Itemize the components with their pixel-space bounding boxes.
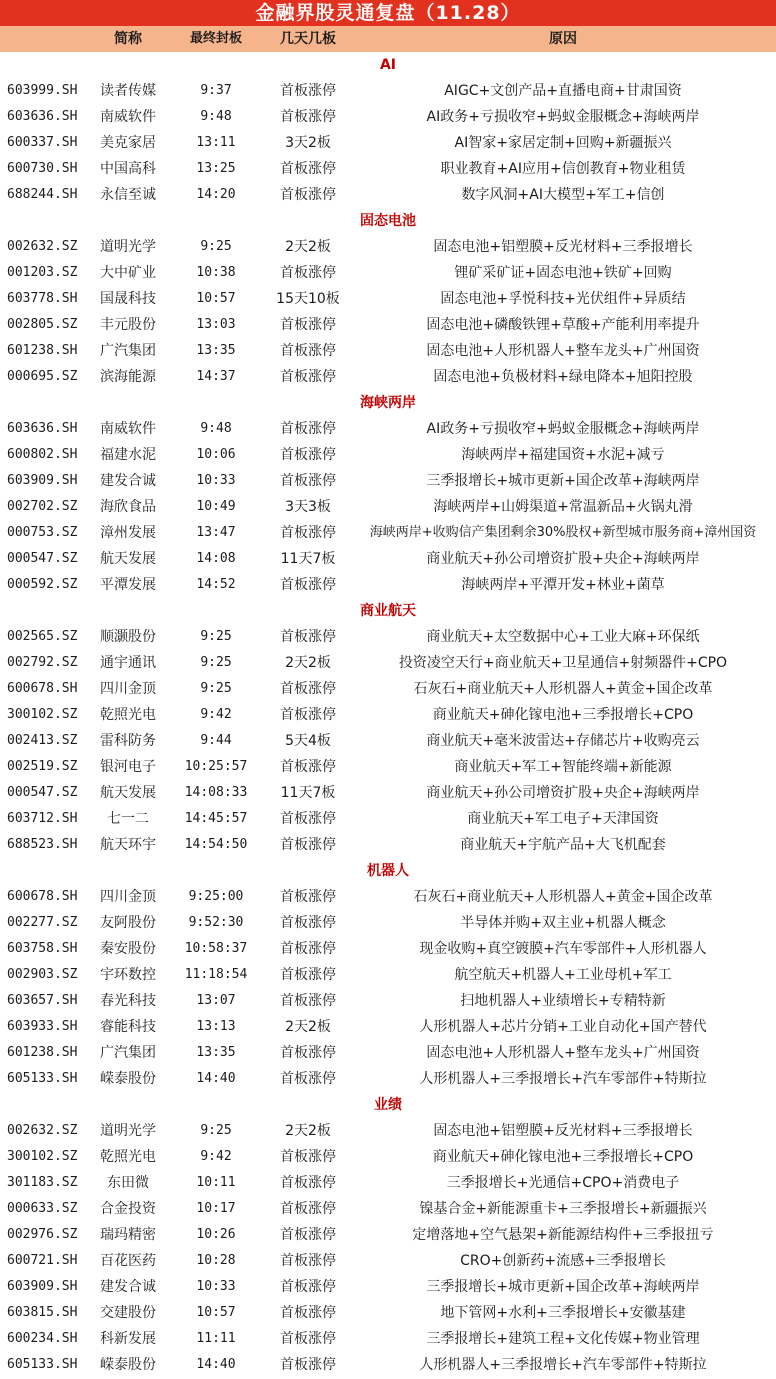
table-row — [0, 1326, 776, 1352]
cell-time: 9:25 — [200, 655, 232, 670]
cell-name: 嵘泰股份 — [100, 1357, 156, 1373]
cell-name: 雷科防务 — [100, 733, 156, 749]
cell-time: 11:18:54 — [184, 967, 248, 982]
cell-reason: 现金收购+真空镀膜+汽车零部件+人形机器人 — [419, 941, 707, 957]
cell-boards: 首板涨停 — [280, 1279, 336, 1295]
table-row — [0, 1170, 776, 1196]
cell-boards: 首板涨停 — [280, 1071, 336, 1087]
cell-time: 14:08:33 — [184, 785, 248, 800]
cell-boards: 首板涨停 — [280, 83, 336, 99]
table-row — [0, 156, 776, 182]
cell-name: 航天发展 — [100, 785, 156, 801]
cell-boards: 2天2板 — [285, 1123, 331, 1139]
cell-name: 航天发展 — [100, 551, 156, 567]
cell-reason: 海峡两岸+平潭开发+林业+菌草 — [461, 577, 665, 593]
cell-time: 9:42 — [200, 707, 232, 722]
cell-time: 10:57 — [196, 1305, 236, 1320]
cell-name: 建发合诚 — [100, 473, 156, 489]
cell-name: 国晟科技 — [100, 291, 156, 307]
cell-name: 南威软件 — [100, 421, 156, 437]
table-row — [0, 182, 776, 208]
cell-code: 002632.SZ — [7, 1123, 78, 1138]
cell-time: 13:13 — [196, 1019, 236, 1034]
cell-reason: 职业教育+AI应用+信创教育+物业租赁 — [440, 161, 686, 177]
table-row — [0, 78, 776, 104]
cell-time: 10:33 — [196, 1279, 236, 1294]
cell-name: 春光科技 — [100, 993, 156, 1009]
cell-name: 乾照光电 — [100, 1149, 156, 1165]
cell-code: 603778.SH — [7, 291, 78, 306]
cell-time: 10:57 — [196, 291, 236, 306]
cell-code: 600337.SH — [7, 135, 78, 150]
cell-boards: 首板涨停 — [280, 759, 336, 775]
cell-boards: 2天2板 — [285, 1019, 331, 1035]
cell-time: 14:08 — [196, 551, 236, 566]
table-row — [0, 754, 776, 780]
cell-reason: 人形机器人+芯片分销+工业自动化+国产替代 — [419, 1019, 707, 1035]
table-row — [0, 130, 776, 156]
cell-boards: 首板涨停 — [280, 1305, 336, 1321]
cell-code: 603909.SH — [7, 1279, 78, 1294]
table-row — [0, 416, 776, 442]
table-row — [0, 1274, 776, 1300]
cell-name: 南威软件 — [100, 109, 156, 125]
table-row — [0, 780, 776, 806]
cell-name: 科新发展 — [100, 1331, 156, 1347]
cell-boards: 首板涨停 — [280, 837, 336, 853]
cell-boards: 首板涨停 — [280, 317, 336, 333]
cell-time: 13:35 — [196, 343, 236, 358]
cell-name: 海欣食品 — [100, 499, 156, 515]
cell-name: 广汽集团 — [100, 343, 156, 359]
table-row — [0, 650, 776, 676]
cell-boards: 首板涨停 — [280, 811, 336, 827]
cell-reason: 海峡两岸+山姆渠道+常温新品+火锅丸滑 — [433, 499, 693, 515]
cell-boards: 15天10板 — [276, 291, 340, 307]
cell-time: 13:25 — [196, 161, 236, 176]
cell-time: 13:47 — [196, 525, 236, 540]
table-row — [0, 728, 776, 754]
section-label: AI — [379, 57, 397, 73]
cell-time: 10:38 — [196, 265, 236, 280]
table-row — [0, 572, 776, 598]
table-row — [0, 676, 776, 702]
cell-name: 滨海能源 — [100, 369, 156, 385]
cell-name: 百花医药 — [100, 1253, 156, 1269]
cell-code: 603999.SH — [7, 83, 78, 98]
cell-name: 嵘泰股份 — [100, 1071, 156, 1087]
cell-time: 9:48 — [200, 421, 232, 436]
table-body — [0, 52, 776, 1378]
cell-time: 13:03 — [196, 317, 236, 332]
cell-reason: 半导体并购+双主业+机器人概念 — [460, 915, 666, 931]
cell-reason: 固态电池+铝塑膜+反光材料+三季报增长 — [433, 1123, 693, 1139]
cell-code: 002565.SZ — [7, 629, 78, 644]
cell-code: 603758.SH — [7, 941, 78, 956]
cell-reason: 固态电池+人形机器人+整车龙头+广州国资 — [426, 343, 700, 359]
cell-reason: CRO+创新药+流感+三季报增长 — [460, 1253, 666, 1269]
cell-reason: 扫地机器人+业绩增长+专精特新 — [460, 993, 666, 1009]
cell-code: 603636.SH — [7, 421, 78, 436]
cell-reason: 石灰石+商业航天+人形机器人+黄金+国企改革 — [413, 681, 713, 697]
cell-boards: 首板涨停 — [280, 447, 336, 463]
cell-time: 9:25 — [200, 681, 232, 696]
cell-time: 10:06 — [196, 447, 236, 462]
cell-time: 14:40 — [196, 1071, 236, 1086]
header-boards: 几天几板 — [280, 31, 336, 47]
cell-time: 10:17 — [196, 1201, 236, 1216]
cell-boards: 首板涨停 — [280, 421, 336, 437]
cell-name: 睿能科技 — [100, 1019, 156, 1035]
cell-code: 603933.SH — [7, 1019, 78, 1034]
header-time: 最终封板 — [189, 31, 242, 46]
section-label: 海峡两岸 — [360, 395, 416, 411]
table-row — [0, 338, 776, 364]
cell-time: 14:40 — [196, 1357, 236, 1372]
cell-time: 10:28 — [196, 1253, 236, 1268]
cell-name: 大中矿业 — [100, 265, 156, 281]
cell-boards: 首板涨停 — [280, 629, 336, 645]
cell-reason: 商业航天+军工+智能终端+新能源 — [454, 759, 672, 775]
table-row — [0, 234, 776, 260]
cell-boards: 首板涨停 — [280, 577, 336, 593]
cell-reason: 锂矿采矿证+固态电池+铁矿+回购 — [454, 265, 672, 281]
cell-boards: 首板涨停 — [280, 681, 336, 697]
cell-code: 600730.SH — [7, 161, 78, 176]
section-label: 固态电池 — [360, 213, 416, 229]
cell-name: 漳州发展 — [100, 525, 156, 541]
section-label: 机器人 — [367, 863, 409, 879]
cell-code: 300102.SZ — [7, 1149, 78, 1164]
cell-code: 603815.SH — [7, 1305, 78, 1320]
cell-name: 广汽集团 — [100, 1045, 156, 1061]
cell-time: 9:44 — [200, 733, 232, 748]
cell-reason: 地下管网+水利+三季报增长+安徽基建 — [440, 1305, 686, 1321]
cell-name: 东田微 — [107, 1175, 149, 1191]
cell-code: 000592.SZ — [7, 577, 78, 592]
cell-time: 13:11 — [196, 135, 236, 150]
table-row — [0, 936, 776, 962]
table-row — [0, 1196, 776, 1222]
cell-name: 友阿股份 — [100, 915, 156, 931]
cell-boards: 首板涨停 — [280, 161, 336, 177]
cell-reason: AIGC+文创产品+直播电商+甘肃国资 — [444, 83, 682, 99]
cell-code: 002805.SZ — [7, 317, 78, 332]
cell-code: 601238.SH — [7, 343, 78, 358]
table-row — [0, 1352, 776, 1378]
cell-time: 10:49 — [196, 499, 236, 514]
cell-code: 301183.SZ — [7, 1175, 78, 1190]
cell-code: 002976.SZ — [7, 1227, 78, 1242]
cell-boards: 首板涨停 — [280, 915, 336, 931]
cell-time: 14:20 — [196, 187, 236, 202]
cell-time: 9:25 — [200, 239, 232, 254]
cell-boards: 3天2板 — [285, 135, 331, 151]
cell-reason: 商业航天+太空数据中心+工业大麻+环保纸 — [426, 629, 700, 645]
cell-name: 读者传媒 — [100, 83, 156, 99]
cell-time: 9:48 — [200, 109, 232, 124]
cell-reason: 三季报增长+城市更新+国企改革+海峡两岸 — [426, 473, 700, 489]
cell-time: 14:45:57 — [184, 811, 248, 826]
table-row — [0, 468, 776, 494]
cell-time: 13:35 — [196, 1045, 236, 1060]
cell-code: 603712.SH — [7, 811, 78, 826]
table-row — [0, 806, 776, 832]
cell-reason: 商业航天+孙公司增资扩股+央企+海峡两岸 — [426, 785, 700, 801]
cell-boards: 11天7板 — [280, 551, 336, 567]
cell-name: 丰元股份 — [100, 317, 156, 333]
cell-name: 秦安股份 — [100, 941, 156, 957]
cell-time: 9:25 — [200, 629, 232, 644]
table-row — [0, 910, 776, 936]
cell-time: 10:25:57 — [184, 759, 248, 774]
cell-code: 600234.SH — [7, 1331, 78, 1346]
cell-code: 603909.SH — [7, 473, 78, 488]
table-row — [0, 260, 776, 286]
cell-time: 9:25 — [200, 1123, 232, 1138]
cell-time: 10:58:37 — [184, 941, 248, 956]
table-row — [0, 962, 776, 988]
table-row — [0, 312, 776, 338]
cell-reason: AI智家+家居定制+回购+新疆振兴 — [454, 135, 672, 151]
section-label: 商业航天 — [360, 603, 416, 619]
cell-code: 002702.SZ — [7, 499, 78, 514]
cell-code: 000695.SZ — [7, 369, 78, 384]
cell-code: 600721.SH — [7, 1253, 78, 1268]
cell-time: 9:42 — [200, 1149, 232, 1164]
table-row — [0, 1300, 776, 1326]
table-row — [0, 104, 776, 130]
cell-name: 中国高科 — [100, 161, 156, 177]
cell-name: 航天环宇 — [100, 837, 156, 853]
cell-boards: 首板涨停 — [280, 1357, 336, 1373]
cell-code: 002413.SZ — [7, 733, 78, 748]
table-row — [0, 702, 776, 728]
cell-time: 14:54:50 — [184, 837, 248, 852]
cell-reason: 定增落地+空气悬架+新能源结构件+三季报扭亏 — [412, 1227, 714, 1243]
header-reason: 原因 — [549, 31, 577, 47]
page-title: 金融界股灵通复盘（11.28） — [0, 0, 776, 26]
header-row — [0, 26, 776, 52]
cell-code: 000547.SZ — [7, 551, 78, 566]
cell-reason: 固态电池+磷酸铁锂+草酸+产能利用率提升 — [426, 317, 700, 333]
cell-boards: 首板涨停 — [280, 525, 336, 541]
cell-reason: 人形机器人+三季报增长+汽车零部件+特斯拉 — [419, 1071, 707, 1087]
table-row — [0, 494, 776, 520]
header-name: 简称 — [114, 31, 142, 47]
cell-name: 道明光学 — [100, 239, 156, 255]
cell-time: 9:25:00 — [188, 889, 244, 904]
cell-name: 合金投资 — [100, 1201, 156, 1217]
cell-name: 顺灏股份 — [100, 629, 156, 645]
cell-name: 通宇通讯 — [100, 655, 156, 671]
cell-code: 605133.SH — [7, 1071, 78, 1086]
header-code — [0, 26, 90, 52]
cell-code: 002277.SZ — [7, 915, 78, 930]
cell-name: 道明光学 — [100, 1123, 156, 1139]
cell-name: 瑞玛精密 — [100, 1227, 156, 1243]
table-row — [0, 1222, 776, 1248]
cell-name: 美克家居 — [100, 135, 156, 151]
cell-reason: 航空航天+机器人+工业母机+军工 — [454, 967, 672, 983]
cell-code: 688523.SH — [7, 837, 78, 852]
table-row — [0, 364, 776, 390]
cell-code: 000633.SZ — [7, 1201, 78, 1216]
cell-code: 688244.SH — [7, 187, 78, 202]
cell-time: 10:26 — [196, 1227, 236, 1242]
cell-code: 601238.SH — [7, 1045, 78, 1060]
cell-code: 002632.SZ — [7, 239, 78, 254]
cell-name: 永信至诚 — [100, 187, 156, 203]
cell-reason: 商业航天+毫米波雷达+存储芯片+收购亮云 — [426, 733, 700, 749]
cell-name: 宇环数控 — [100, 967, 156, 983]
cell-reason: 三季报增长+城市更新+国企改革+海峡两岸 — [426, 1279, 700, 1295]
cell-name: 平潭发展 — [100, 577, 156, 593]
cell-boards: 11天7板 — [280, 785, 336, 801]
section-label: 业绩 — [374, 1097, 402, 1113]
cell-reason: 数字风洞+AI大模型+军工+信创 — [461, 187, 665, 203]
cell-boards: 首板涨停 — [280, 1253, 336, 1269]
cell-name: 交建股份 — [100, 1305, 156, 1321]
cell-boards: 首板涨停 — [280, 1201, 336, 1217]
cell-time: 14:52 — [196, 577, 236, 592]
cell-reason: 固态电池+人形机器人+整车龙头+广州国资 — [426, 1045, 700, 1061]
cell-reason: 固态电池+铝塑膜+反光材料+三季报增长 — [433, 239, 693, 255]
table-row — [0, 1014, 776, 1040]
cell-boards: 首板涨停 — [280, 889, 336, 905]
cell-reason: 投资凌空天行+商业航天+卫星通信+射频器件+CPO — [398, 655, 728, 671]
table-row — [0, 442, 776, 468]
cell-code: 600678.SH — [7, 681, 78, 696]
cell-code: 001203.SZ — [7, 265, 78, 280]
table-row — [0, 1118, 776, 1144]
cell-reason: 固态电池+负极材料+绿电降本+旭阳控股 — [433, 369, 693, 385]
cell-reason: 固态电池+孚悦科技+光伏组件+异质结 — [440, 291, 686, 307]
cell-boards: 2天2板 — [285, 655, 331, 671]
table-row — [0, 884, 776, 910]
table-row — [0, 832, 776, 858]
table-row — [0, 546, 776, 572]
cell-name: 四川金顶 — [100, 681, 156, 697]
cell-code: 002903.SZ — [7, 967, 78, 982]
cell-code: 603657.SH — [7, 993, 78, 1008]
cell-code: 000753.SZ — [7, 525, 78, 540]
cell-time: 10:11 — [196, 1175, 236, 1190]
table-row — [0, 520, 776, 546]
cell-reason: 三季报增长+建筑工程+文化传媒+物业管理 — [426, 1331, 700, 1347]
cell-code: 300102.SZ — [7, 707, 78, 722]
cell-name: 乾照光电 — [100, 707, 156, 723]
cell-time: 11:11 — [196, 1331, 236, 1346]
cell-reason: 海峡两岸+福建国资+水泥+减亏 — [461, 447, 665, 463]
cell-time: 9:37 — [200, 83, 232, 98]
cell-reason: 海峡两岸+收购信产集团剩余30%股权+新型城市服务商+漳州国资 — [369, 525, 757, 540]
cell-boards: 首板涨停 — [280, 941, 336, 957]
cell-code: 605133.SH — [7, 1357, 78, 1372]
cell-reason: 商业航天+宇航产品+大飞机配套 — [460, 837, 666, 853]
cell-name: 四川金顶 — [100, 889, 156, 905]
cell-reason: 镍基合金+新能源重卡+三季报增长+新疆振兴 — [419, 1201, 707, 1217]
cell-boards: 首板涨停 — [280, 1149, 336, 1165]
table-row — [0, 1248, 776, 1274]
cell-boards: 首板涨停 — [280, 993, 336, 1009]
cell-name: 福建水泥 — [100, 447, 156, 463]
cell-boards: 首板涨停 — [280, 967, 336, 983]
cell-code: 603636.SH — [7, 109, 78, 124]
cell-code: 600802.SH — [7, 447, 78, 462]
cell-boards: 首板涨停 — [280, 369, 336, 385]
cell-reason: AI政务+亏损收窄+蚂蚁金服概念+海峡两岸 — [426, 109, 700, 125]
table-row — [0, 286, 776, 312]
cell-reason: AI政务+亏损收窄+蚂蚁金服概念+海峡两岸 — [426, 421, 700, 437]
cell-boards: 5天4板 — [285, 733, 331, 749]
cell-reason: 商业航天+军工电子+天津国资 — [467, 811, 659, 827]
cell-name: 七一二 — [107, 811, 149, 827]
table-row — [0, 624, 776, 650]
cell-boards: 首板涨停 — [280, 265, 336, 281]
cell-reason: 商业航天+砷化镓电池+三季报增长+CPO — [432, 1149, 694, 1165]
cell-reason: 商业航天+孙公司增资扩股+央企+海峡两岸 — [426, 551, 700, 567]
cell-boards: 首板涨停 — [280, 187, 336, 203]
cell-boards: 首板涨停 — [280, 109, 336, 125]
cell-reason: 石灰石+商业航天+人形机器人+黄金+国企改革 — [413, 889, 713, 905]
cell-boards: 首板涨停 — [280, 1175, 336, 1191]
cell-reason: 人形机器人+三季报增长+汽车零部件+特斯拉 — [419, 1357, 707, 1373]
cell-code: 600678.SH — [7, 889, 78, 904]
cell-boards: 2天2板 — [285, 239, 331, 255]
cell-boards: 首板涨停 — [280, 343, 336, 359]
table-row — [0, 1040, 776, 1066]
cell-boards: 首板涨停 — [280, 707, 336, 723]
cell-code: 002792.SZ — [7, 655, 78, 670]
cell-boards: 首板涨停 — [280, 1045, 336, 1061]
cell-reason: 商业航天+砷化镓电池+三季报增长+CPO — [432, 707, 694, 723]
table-row — [0, 988, 776, 1014]
table-row — [0, 1066, 776, 1092]
cell-boards: 首板涨停 — [280, 1331, 336, 1347]
cell-name: 银河电子 — [100, 759, 156, 775]
cell-boards: 首板涨停 — [280, 1227, 336, 1243]
cell-time: 10:33 — [196, 473, 236, 488]
cell-boards: 首板涨停 — [280, 473, 336, 489]
cell-code: 002519.SZ — [7, 759, 78, 774]
cell-time: 9:52:30 — [188, 915, 244, 930]
cell-boards: 3天3板 — [285, 499, 331, 515]
table-row — [0, 1144, 776, 1170]
cell-reason: 三季报增长+光通信+CPO+消费电子 — [446, 1175, 680, 1191]
cell-time: 14:37 — [196, 369, 236, 384]
cell-time: 13:07 — [196, 993, 236, 1008]
cell-code: 000547.SZ — [7, 785, 78, 800]
cell-name: 建发合诚 — [100, 1279, 156, 1295]
